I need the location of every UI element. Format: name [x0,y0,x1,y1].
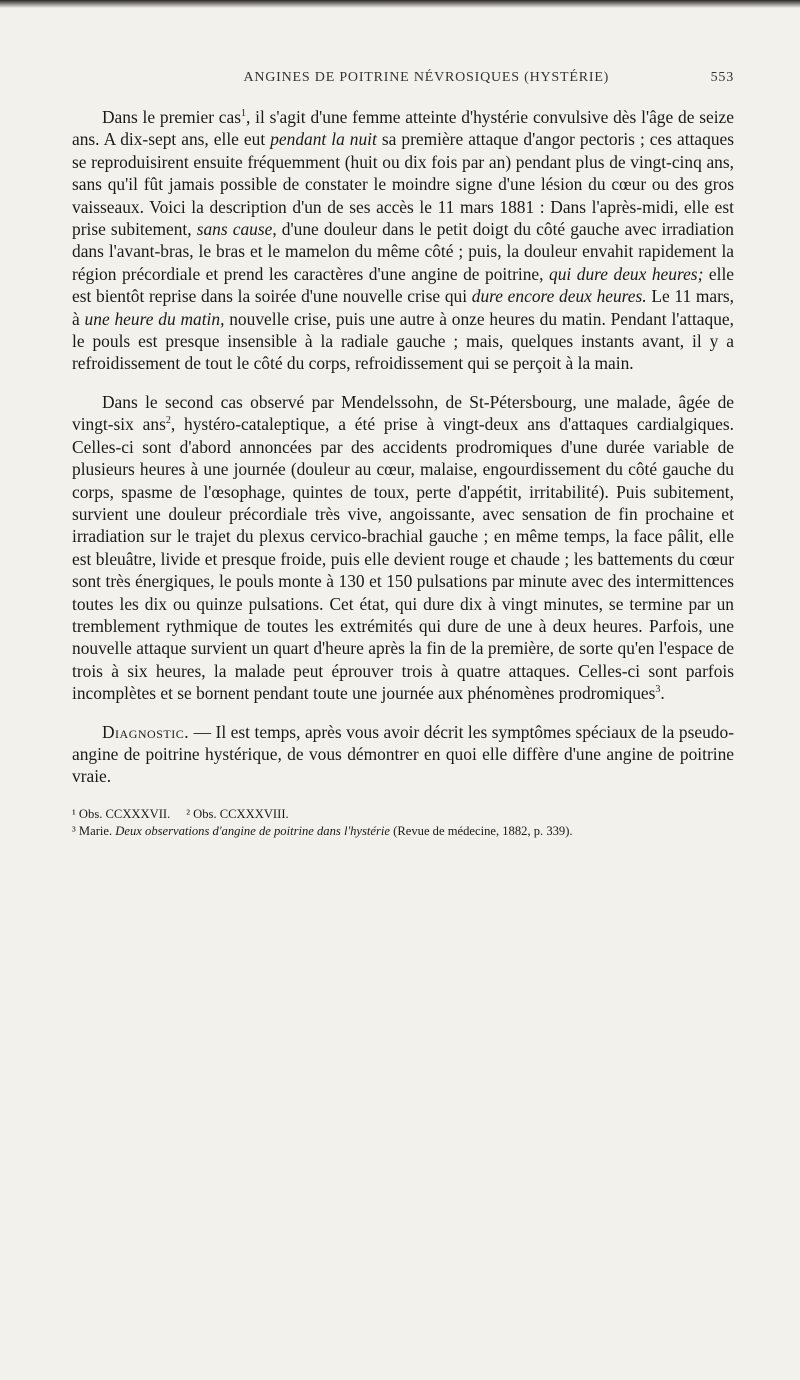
footnote-3: ³ Marie. Deux observations d'angine de poitrine dans l'hystérie (Revue de médecine, 1882, p. 339). [72,823,573,838]
section-label: Diagnostic. [102,721,190,742]
footnote-ref-2[interactable]: 2 [165,415,171,427]
footnote-2: ² Obs. CCXXXVIII. [186,806,289,821]
page-number: 553 [710,70,734,85]
footnote-1: ¹ Obs. CCXXXVII. [72,806,171,821]
running-header [72,70,734,86]
paragraph-first-case: Dans le premier cas$^1$, il s'agit d'une femme atteinte d'hystérie convulsive dès l'âge de seize ans. A dix-sept ans, elle eut pendant la nuit sa première attaque d'angor pectoris ; ces attaques se reproduisirent ensuite fréquemment (huit ou dix fois par an) pendant plus de vingt-cinq ans, sans qu'il fût jamais possible de constater le moindre signe d'une lésion du cœur ou des gros vaisseaux. Voici la description d'un de ses accès le 11 mars 1881 : Dans l'après-midi, elle est prise subitement, sans cause, d'une douleur dans le petit doigt du côté gauche avec irradiation dans l'avant-bras, le bras et le mamelon du même côté ; puis, la douleur envahit rapidement la région précordiale et prend les caractères d'une angine de poitrine, qui dure deux heures; elle est bientôt reprise dans la soirée d'une nouvelle crise qui dure encore deux heures. Le 11 mars, à une heure du matin, nouvelle crise, puis une autre à onze heures du matin. Pendant l'attaque, le pouls est presque insensible à la radiale gauche ; mais, quelques instants avant, il y a refroidissement de tout le côté du corps, refroidissement qui se perçoit à la main. [72,107,735,374]
paragraph-diagnostic: Diagnostic. — Il est temps, après vous avoir décrit les symptômes spéciaux de la pseudo-angine de poitrine hystérique, de vous démontrer en quoi elle diffère d'une angine de poitrine vraie. [72,721,734,787]
footnote-ref-3[interactable]: 3 [655,684,661,696]
page-top-edge [0,0,800,8]
paragraph-second-case: Dans le second cas observé par Mendelssohn, de St-Pétersbourg, une malade, âgée de vingt-six ans$^2$, hystéro-cataleptique, a été prise à vingt-deux ans d'attaques cardialgiques. Celles-ci sont d'abord annoncées par des accidents prodromiques d'une durée variable de plusieurs heures à une journée (douleur au cœur, malaise, engourdissement du côté gauche du corps, spasme de l'œsophage, quintes de toux, perte d'appétit, irritabilité). Puis subitement, survient une douleur précordiale très vive, angoissante, avec sensation de fin prochaine et irradiation sur le trajet du plexus cervico-brachial gauche ; en même temps, la face pâlit, elle est bleuâtre, livide et presque froide, puis elle devient rouge et chaude ; les battements du cœur sont très énergiques, le pouls monte à 130 et 150 pulsations par minute avec des intermittences toutes les dix ou quinze pulsations. Cet état, qui dure dix à vingt minutes, se termine par un tremblement rythmique de toutes les extrémités qui dure de une à deux heures. Parfois, une nouvelle attaque survient un quart d'heure après la fin de la première, de sorte qu'en l'espace de trois à six heures, la malade peut éprouver trois à quatre attaques. Celles-ci sont parfois incomplètes et se bornent pendant toute une journée aux phénomènes prodromiques$^3$. [72,391,734,704]
footnote-ref-1[interactable]: 1 [241,108,247,120]
running-title: ANGINES DE POITRINE NÉVROSIQUES (HYSTÉRIE) [243,70,610,85]
footnotes [72,806,734,840]
footnotes-row [72,806,734,823]
